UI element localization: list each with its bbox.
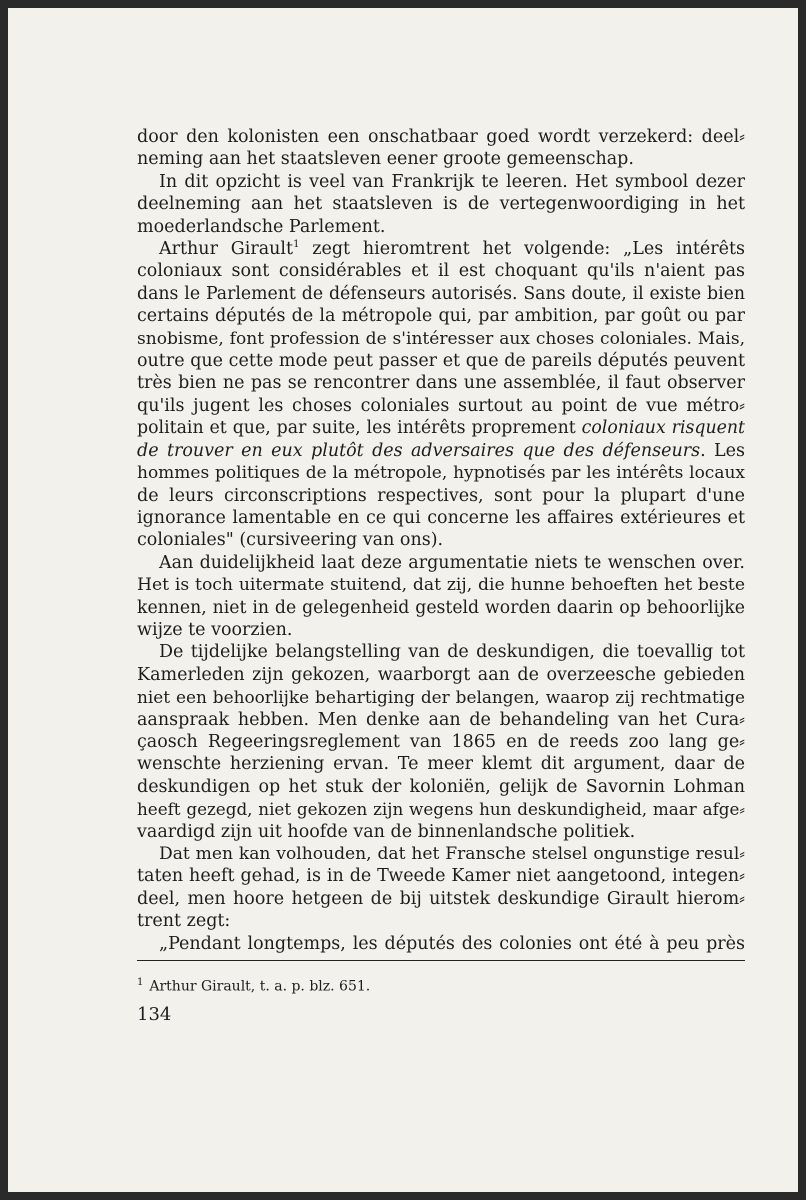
footnote-text: Arthur Girault, t. a. p. blz. 651. <box>149 978 371 995</box>
text-segment: deel, men hoore hetgeen de bij uitstek deskundige Girault hierom⸗ <box>137 888 745 909</box>
text-line <box>137 485 745 507</box>
text-line <box>137 148 745 170</box>
text-segment: taten heeft gehad, is in de Tweede Kamer niet aangetoond, integen⸗ <box>137 866 745 887</box>
text-segment: vaardigd zijn uit hoofde van de binnenlandsche politiek. <box>137 821 636 842</box>
text-line <box>137 193 745 215</box>
text-segment: outre que cette mode peut passer et que de pareils députés peuvent <box>137 351 745 372</box>
text-line <box>137 753 745 775</box>
italic-text: de trouver en eux plutôt des adversaires que des défenseurs <box>137 440 701 461</box>
text-line <box>137 709 745 731</box>
text-line <box>137 440 745 462</box>
text-segment: Kamerleden zijn gekozen, waarborgt aan de overzeesche gebieden <box>137 664 745 685</box>
text-segment: trent zegt: <box>137 911 231 932</box>
text-segment: de leurs circonscriptions respectives, sont pour la plupart d'une <box>137 485 745 506</box>
text-line <box>137 888 745 910</box>
footnote-reference: 1 <box>293 239 300 251</box>
text-line <box>137 260 745 282</box>
text-line <box>137 821 745 843</box>
book-page <box>8 8 798 1192</box>
text-segment: qu'ils jugent les choses coloniales surtout au point de vue métro⸗ <box>137 395 745 416</box>
page-number: 134 <box>137 1004 172 1025</box>
text-segment: ignorance lamentable en ce qui concerne les affaires extérieures et <box>137 507 745 528</box>
text-segment: Arthur Girault <box>159 239 294 260</box>
text-line <box>137 417 745 439</box>
text-line <box>137 216 745 238</box>
text-segment: wenschte herziening ervan. Te meer klemt dit argument, daar de <box>137 754 745 775</box>
text-segment: Het is toch uitermate stuitend, dat zij, die hunne behoeften het beste <box>137 575 745 596</box>
text-segment: niet een behoorlijke behartiging der belangen, waarop zij rechtmatige <box>137 687 745 708</box>
body-text <box>137 126 745 955</box>
text-segment: Aan duidelijkheid laat deze argumentatie niets te wenschen over. <box>159 552 745 573</box>
text-segment: snobisme, font profession de s'intéresser aux choses coloniales. Mais, <box>137 328 745 349</box>
text-line <box>137 126 745 148</box>
text-segment: deelneming aan het staatsleven is de vertegenwoordiging in het <box>137 194 745 215</box>
text-segment: très bien ne pas se rencontrer dans une assemblée, il faut observer <box>137 373 745 394</box>
footnote-separator <box>137 960 745 961</box>
text-segment: coloniaux sont considérables et il est choquant qu'ils n'aient pas <box>137 261 745 282</box>
footnote <box>137 974 370 996</box>
text-segment: door den kolonisten een onschatbaar goed wordt verzekerd: deel⸗ <box>137 127 745 147</box>
text-segment: Dat men kan volhouden, dat het Fransche stelsel ongunstige resul⸗ <box>159 844 745 864</box>
text-segment: certains députés de la métropole qui, par ambition, par goût ou par <box>137 306 745 327</box>
text-segment: çaosch Regeeringsreglement van 1865 en de reeds zoo lang ge⸗ <box>137 731 745 752</box>
text-line <box>137 171 745 193</box>
text-segment: coloniales" (cursiveering van ons). <box>137 530 444 551</box>
text-segment: dans le Parlement de défenseurs autorisés. Sans doute, il existe bien <box>137 283 745 304</box>
text-segment: De tijdelijke belangstelling van de deskundigen, die toevallig tot <box>159 642 745 663</box>
text-segment: aanspraak hebben. Men denke aan de behandeling van het Cura⸗ <box>137 709 745 730</box>
text-line <box>137 305 745 327</box>
text-line <box>137 350 745 372</box>
text-line <box>137 372 745 394</box>
text-line <box>137 776 745 798</box>
text-segment: deskundigen op het stuk der koloniën, gelijk de Savornin Lohman <box>137 776 745 797</box>
text-line <box>137 798 745 820</box>
text-line <box>137 507 745 529</box>
text-line <box>137 552 745 574</box>
text-line <box>137 529 745 551</box>
text-line <box>137 283 745 305</box>
text-line <box>137 597 745 619</box>
text-line <box>137 933 745 955</box>
text-line <box>137 238 745 260</box>
text-line <box>137 664 745 686</box>
footnote-marker: 1 <box>137 977 144 988</box>
text-line <box>137 574 745 596</box>
text-segment: kennen, niet in de gelegenheid gesteld worden daarin op behoorlijke <box>137 597 745 618</box>
text-segment: neming aan het staatsleven eener groote gemeenschap. <box>137 149 634 170</box>
text-segment: moederlandsche Parlement. <box>137 216 386 237</box>
text-segment: zegt hieromtrent het volgende: „Les intérêts <box>299 239 746 260</box>
text-segment: In dit opzicht is veel van Frankrijk te leeren. Het symbool dezer <box>159 171 745 192</box>
text-line <box>137 731 745 753</box>
text-segment: hommes politiques de la métropole, hypnotisés par les intérêts locaux <box>137 463 745 484</box>
text-line <box>137 686 745 708</box>
text-segment: „Pendant longtemps, les députés des colonies ont été à peu près <box>159 933 745 954</box>
text-line <box>137 395 745 417</box>
text-line <box>137 865 745 887</box>
italic-text: coloniaux risquent <box>581 418 746 439</box>
text-line <box>137 328 745 350</box>
text-segment: wijze te voorzien. <box>137 619 293 640</box>
text-line <box>137 641 745 663</box>
text-line <box>137 462 745 484</box>
text-line <box>137 910 745 932</box>
text-line <box>137 843 745 865</box>
text-line <box>137 619 745 641</box>
text-segment: heeft gezegd, niet gekozen zijn wegens hun deskundigheid, maar afge⸗ <box>137 799 745 820</box>
text-segment: politain et que, par suite, les intérêts proprement <box>137 418 582 439</box>
text-segment: . Les <box>700 440 745 461</box>
